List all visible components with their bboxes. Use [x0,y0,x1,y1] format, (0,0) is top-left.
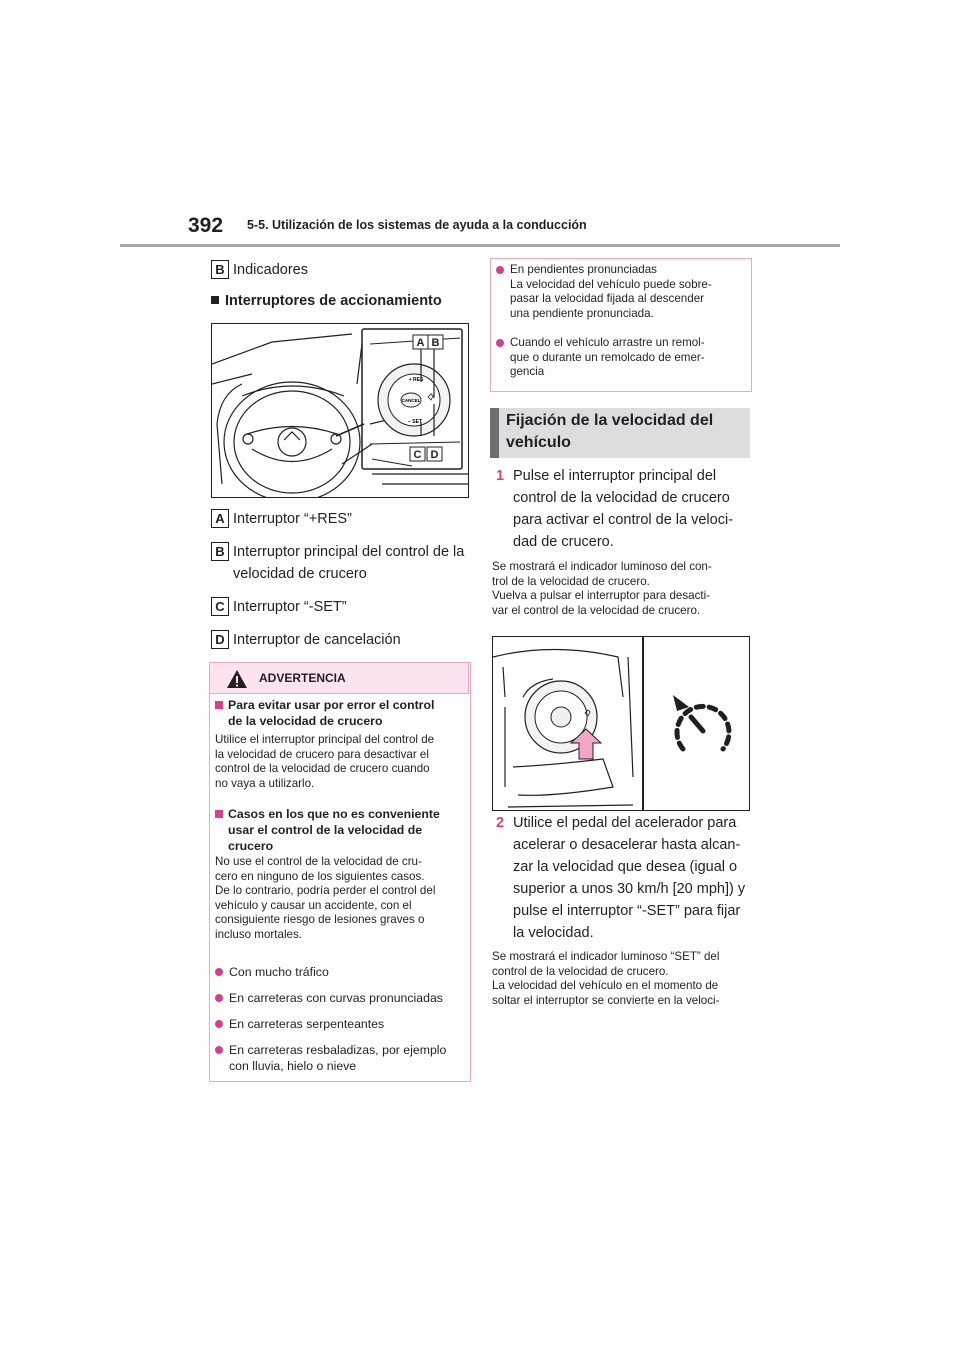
step-1-number: 1 [496,468,505,484]
bullet-square-icon [211,296,219,304]
subhead-interruptores: Interruptores de accionamiento [211,290,442,312]
bullet-square-pink-icon [215,810,223,818]
steering-wheel-figure [211,323,469,498]
item-a-text: Interruptor “+RES” [233,511,352,527]
svg-text:CANCEL: CANCEL [401,398,421,403]
warning-title: ADVERTENCIA [259,671,346,685]
bullet-dot-icon [496,339,504,347]
step-2-text: Utilice el pedal del acelerador para acelerar o desacelerar hasta alcan- zar la velocidad que desea (igual o superior a unos 30 km/h [20 mph]) y pulse el interruptor “-SET” para fijar la velocidad. [513,815,746,941]
bullet-dot-icon [215,968,223,976]
svg-text:A: A [416,337,425,349]
cruise-switch-figure [492,636,750,811]
svg-text:+ RES: + RES [408,377,424,383]
bullet-dot-icon [215,1020,223,1028]
label-d: D [211,630,229,649]
item-b-line2: velocidad de crucero [233,566,367,582]
bullet-dot-icon [496,266,504,274]
note-bullet-1: En pendientes pronunciadas La velocidad del vehículo puede sobre- pasar la velocidad fijada al descender una pendiente pronunciada. [496,263,746,321]
heading-fijacion: Fijación de la velocidad del vehículo [506,412,714,451]
steering-wheel-illustration [212,324,468,497]
warning-heading-2: Casos en los que no es conveniente usar el control de la velocidad de crucero [215,806,465,854]
step-2-note: Se mostrará el indicador luminoso “SET” del control de la velocidad de crucero. La velocidad del vehículo en el momento de soltar el interruptor se convierte en la veloci- [492,950,720,1007]
warning-bullet-2: En carreteras con curvas pronunciadas [215,990,465,1006]
item-c-text: Interruptor “-SET” [233,599,347,615]
warning-paragraph-1: Utilice el interruptor principal del control de la velocidad de crucero para desactivar el control de la velocidad de crucero cuando no vaya a utilizarlo. [215,733,435,790]
note-bullet-2: Cuando el vehículo arrastre un remol- que o durante un remolcado de emer- gencia [496,336,746,380]
label-b: B [211,260,229,279]
indicadores-text: Indicadores [233,262,308,278]
svg-text:B: B [431,337,440,349]
label-a: A [211,509,229,528]
cruise-switch-illustration [493,637,749,810]
warning-bullet-1: Con mucho tráfico [215,964,465,980]
svg-text:D: D [430,449,439,461]
page-number: 392 [188,214,224,237]
label-b-2: B [211,542,229,561]
step-1-note: Se mostrará el indicador luminoso del con- trol de la velocidad de crucero. Vuelva a pulsar el interruptor para desacti- var el control de la velocidad de crucero. [492,560,712,617]
bullet-square-pink-icon [215,701,223,709]
svg-text:− SET: − SET [407,419,423,425]
bullet-dot-icon [215,994,223,1002]
step-2-number: 2 [496,815,505,831]
svg-text:C: C [413,449,422,461]
bullet-dot-icon [215,1046,223,1054]
header-rule [120,244,840,247]
warning-paragraph-2: No use el control de la velocidad de cru- cero en ninguno de los siguientes casos. De lo contrario, podría perder el control del vehículo y causar un accidente, con el consiguiente riesgo de lesiones graves o incluso mortales. [215,855,436,941]
warning-bullet-4: En carreteras resbaladizas, por ejemplo con lluvia, hielo o nieve [215,1042,465,1074]
item-d-text: Interruptor de cancelación [233,632,401,648]
warning-bullet-3: En carreteras serpenteantes [215,1016,465,1032]
item-b-line1: Interruptor principal del control de la [233,544,465,560]
section-title: 5-5. Utilización de los sistemas de ayuda a la conducción [247,218,587,232]
step-1-text: Pulse el interruptor principal del control de la velocidad de crucero para activar el control de la veloci- dad de crucero. [513,468,734,550]
warning-heading-1: Para evitar usar por error el control de la velocidad de crucero [215,697,465,729]
heading-bar [490,408,499,458]
warning-triangle-icon [226,669,248,689]
label-c: C [211,597,229,616]
